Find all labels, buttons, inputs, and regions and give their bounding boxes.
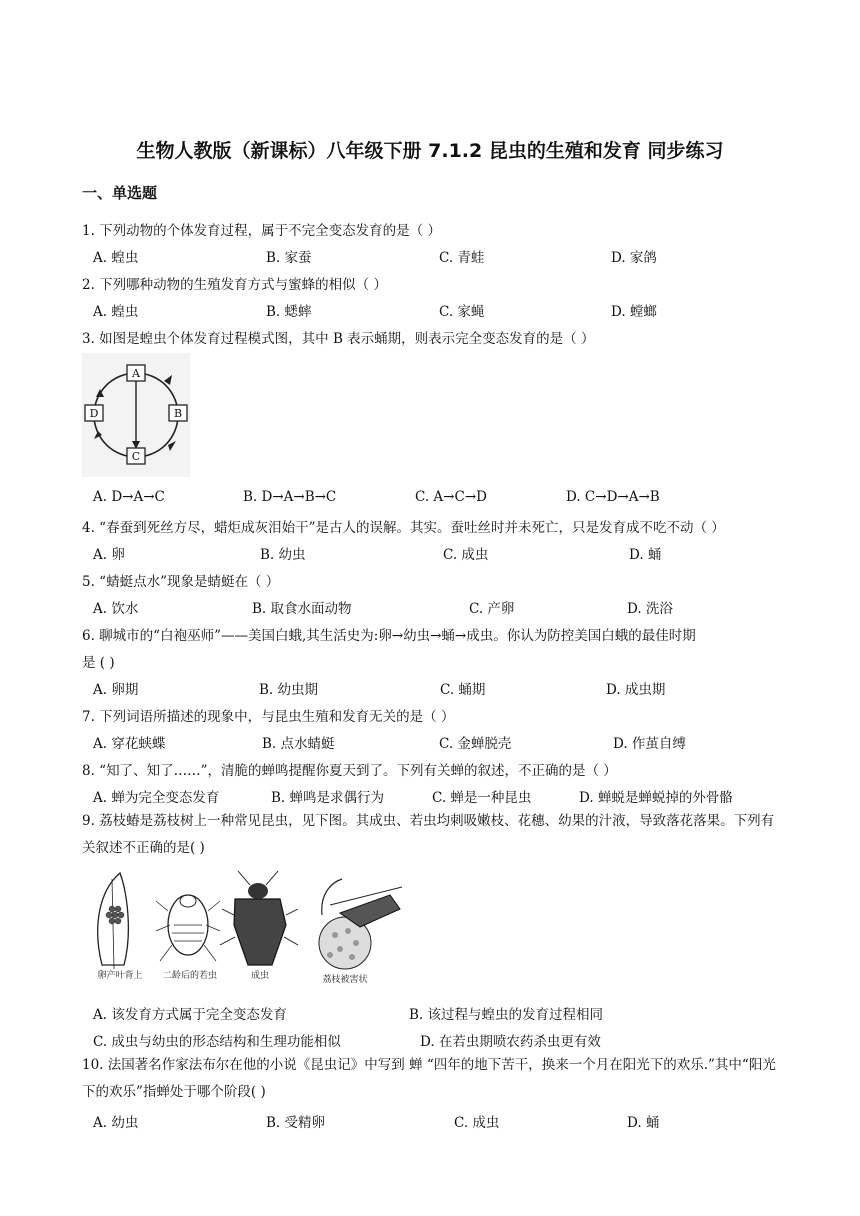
- option-c[interactable]: C. 金蝉脱壳: [439, 736, 512, 752]
- options-5: [0, 597, 860, 615]
- options-6: [0, 678, 860, 696]
- option-d[interactable]: D. 洗浴: [627, 601, 673, 617]
- option-b[interactable]: B. 家蚕: [266, 250, 312, 266]
- options-3: [0, 489, 860, 507]
- options-8: [0, 786, 860, 804]
- node-a: A: [132, 367, 140, 380]
- options-7: [0, 732, 860, 750]
- option-d[interactable]: D. 螳螂: [611, 304, 657, 320]
- question-3: 3. 如图是蝗虫个体发育过程模式图，其中 B 表示蛹期，则表示完全变态发育的是（ ）: [82, 331, 595, 347]
- option-b[interactable]: B. 该过程与蝗虫的发育过程相同: [409, 1007, 604, 1023]
- options-10: [0, 1111, 860, 1129]
- question-7: 7. 下列词语所描述的现象中，与昆虫生殖和发育无关的是（ ）: [82, 709, 455, 725]
- option-a[interactable]: A. D→A→C: [93, 489, 165, 505]
- node-c: C: [131, 450, 141, 463]
- option-a[interactable]: A. 该发育方式属于完全变态发育: [93, 1007, 287, 1023]
- question-5: 5. “蜻蜓点水”现象是蜻蜓在（ ）: [82, 574, 280, 590]
- section-heading: 一、单选题: [82, 184, 158, 202]
- question-10: 10. 法国著名作家法布尔在他的小说《昆虫记》中写到 蝉 “四年的地下苦干，换来一个月在阳光下的欢乐.”其中“阳光下的欢乐”指蝉处于哪个阶段( ): [82, 1057, 776, 1100]
- node-d: D: [89, 407, 99, 420]
- option-a[interactable]: A. 卵期: [93, 682, 139, 698]
- option-c[interactable]: C. 家蝇: [439, 304, 485, 320]
- option-c[interactable]: C. 产卵: [469, 601, 515, 617]
- option-d[interactable]: D. C→D→A→B: [566, 489, 660, 505]
- option-b[interactable]: B. 蟋蟀: [266, 304, 312, 320]
- caption-eggs: 卵产叶背上: [97, 971, 143, 981]
- options-4: [0, 543, 860, 561]
- options-2: [0, 300, 860, 318]
- question-6-cont: 是 ( ): [82, 655, 115, 671]
- option-a[interactable]: A. 蝗虫: [93, 304, 139, 320]
- node-b: B: [173, 407, 183, 420]
- option-b[interactable]: B. D→A→B→C: [243, 489, 337, 505]
- option-c[interactable]: C. 蝉是一种昆虫: [432, 790, 532, 806]
- option-a[interactable]: A. 蝉为完全变态发育: [93, 790, 220, 806]
- caption-damage: 荔枝被害状: [322, 975, 368, 985]
- option-c[interactable]: C. A→C→D: [415, 489, 487, 505]
- option-a[interactable]: A. 幼虫: [93, 1115, 139, 1131]
- option-c[interactable]: C. 青蛙: [439, 250, 485, 266]
- option-c[interactable]: C. 成虫: [443, 547, 489, 563]
- option-d[interactable]: D. 蛹: [627, 1115, 660, 1131]
- lychee-stink-bug-figure: [90, 865, 410, 990]
- option-b[interactable]: B. 取食水面动物: [252, 601, 352, 617]
- question-1: 1. 下列动物的个体发育过程，属于不完全变态发育的是（ ）: [82, 223, 441, 239]
- life-cycle-diagram: [82, 353, 190, 477]
- option-d[interactable]: D. 蛹: [629, 547, 662, 563]
- question-9: 9. 荔枝蝽是荔枝树上一种常见昆虫，见下图。其成虫、若虫均刺吸嫩枝、花穗、幼果的汁液，导致落花落果。下列有关叙述不正确的是( ): [82, 813, 775, 856]
- option-a[interactable]: A. 饮水: [93, 601, 139, 617]
- option-c[interactable]: C. 成虫与幼虫的形态结构和生理功能相似: [93, 1034, 341, 1050]
- options-9-row2: [0, 1030, 860, 1048]
- question-8: 8. “知了、知了……”，清脆的蝉鸣提醒你夏天到了。下列有关蝉的叙述，不正确的是（ ）: [82, 763, 617, 779]
- caption-adult: 成虫: [250, 971, 270, 981]
- option-b[interactable]: B. 幼虫期: [259, 682, 319, 698]
- question-2: 2. 下列哪种动物的生殖发育方式与蜜蜂的相似（ ）: [82, 277, 387, 293]
- option-d[interactable]: D. 家鸽: [611, 250, 657, 266]
- question-4: 4. “春蚕到死丝方尽，蜡炬成灰泪始干”是古人的误解。其实。蚕吐丝时并未死亡，只是发育成不吃不动（ ）: [82, 520, 725, 536]
- option-a[interactable]: A. 蝗虫: [93, 250, 139, 266]
- option-d[interactable]: D. 作茧自缚: [613, 736, 686, 752]
- question-6: 6. 聊城市的“白袍巫师”——美国白蛾,其生活史为:卵→幼虫→蛹→成虫。你认为防控美国白蛾的最佳时期: [82, 628, 696, 644]
- option-d[interactable]: D. 在若虫期喷农药杀虫更有效: [420, 1034, 601, 1050]
- option-c[interactable]: C. 成虫: [454, 1115, 500, 1131]
- option-d[interactable]: D. 成虫期: [606, 682, 666, 698]
- options-9-row1: [0, 1003, 860, 1021]
- option-b[interactable]: B. 蝉鸣是求偶行为: [271, 790, 385, 806]
- option-a[interactable]: A. 穿花蛱蝶: [93, 736, 166, 752]
- option-b[interactable]: B. 点水蜻蜓: [262, 736, 335, 752]
- option-d[interactable]: D. 蝉蜕是蝉蜕掉的外骨骼: [579, 790, 733, 806]
- caption-nymph: 二龄后的若虫: [162, 971, 218, 981]
- page-title: 生物人教版（新课标）八年级下册 7.1.2 昆虫的生殖和发育 同步练习: [136, 140, 724, 162]
- option-b[interactable]: B. 受精卵: [266, 1115, 326, 1131]
- option-c[interactable]: C. 蛹期: [440, 682, 486, 698]
- option-b[interactable]: B. 幼虫: [260, 547, 306, 563]
- option-a[interactable]: A. 卵: [93, 547, 125, 563]
- options-1: [0, 246, 860, 264]
